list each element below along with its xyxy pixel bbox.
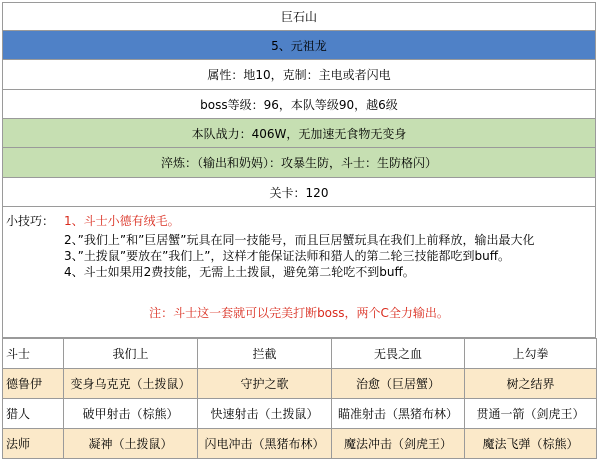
boss-name-row [2, 31, 596, 60]
tips-section [2, 207, 596, 338]
table-row [3, 429, 597, 459]
team-power-row [2, 119, 596, 148]
table-cell: 树之结界 [465, 369, 597, 399]
level-row [2, 90, 596, 119]
temper-text: 淬炼：（输出和奶妈）：攻暴生防，斗士：生防格闪） [160, 156, 437, 170]
stage-row [2, 178, 596, 207]
table-cell: 治愈（巨居蟹） [332, 369, 465, 399]
table-cell: 猎人 [3, 399, 64, 429]
table-cell: 闪电冲击（黑猪布林） [198, 429, 332, 459]
table-header-row [3, 339, 597, 369]
tip-1: 1、斗士小德有绒毛。 [64, 214, 180, 228]
table-cell: 凝神（土拨鼠） [64, 429, 198, 459]
stage-text: 关卡：120 [269, 185, 329, 200]
attribute-row [2, 60, 596, 90]
table-cell: 快速射击（土拨鼠） [198, 399, 332, 429]
table-cell: 魔法飞弹（棕熊） [465, 429, 597, 459]
table-header-cell: 我们上 [64, 339, 198, 369]
table-cell: 贯通一箭（剑虎王） [465, 399, 597, 429]
table-row [3, 399, 597, 429]
table-cell: 破甲射击（棕熊） [64, 399, 198, 429]
table-header-cell: 拦截 [198, 339, 332, 369]
attribute-text: 属性：地10，克制：主电或者闪电 [207, 68, 391, 82]
strategy-note: 注：斗士这一套就可以完美打断boss，两个C全力输出。 [149, 306, 449, 320]
table-row [3, 369, 597, 399]
table-header-cell: 无畏之血 [332, 339, 465, 369]
table-cell: 瞄准射击（黑猪布林） [332, 399, 465, 429]
tip-4: 4、斗士如果用2费技能，无需上土拨鼠，避免第二轮吃不到buff。 [64, 265, 415, 279]
skill-table [2, 338, 597, 459]
table-cell: 法师 [3, 429, 64, 459]
title-row [2, 2, 596, 31]
boss-name: 5、元祖龙 [271, 38, 327, 53]
table-cell: 守护之歌 [198, 369, 332, 399]
temper-row [2, 148, 596, 178]
table-cell: 变身乌克克（土拨鼠） [64, 369, 198, 399]
table-header-cell: 上勾拳 [465, 339, 597, 369]
tips-prefix: 小技巧： [6, 214, 55, 228]
tip-3: 3、”土拨鼠”要放在”我们上”，这样才能保证法师和猎人的第二轮三技能都吃到buff。 [64, 249, 510, 263]
table-header-cell: 斗士 [3, 339, 64, 369]
table-cell: 魔法冲击（剑虎王） [332, 429, 465, 459]
level-text: boss等级：96，本队等级90，越6级 [200, 97, 398, 112]
table-cell: 德鲁伊 [3, 369, 64, 399]
tip-2: 2、”我们上”和”巨居蟹”玩具在同一技能号，而且巨居蟹玩具在我们上前释放，输出最大化 [64, 233, 535, 247]
team-power-text: 本队战力：406W，无加速无食物无变身 [191, 126, 407, 141]
page-title: 巨石山 [280, 10, 317, 24]
